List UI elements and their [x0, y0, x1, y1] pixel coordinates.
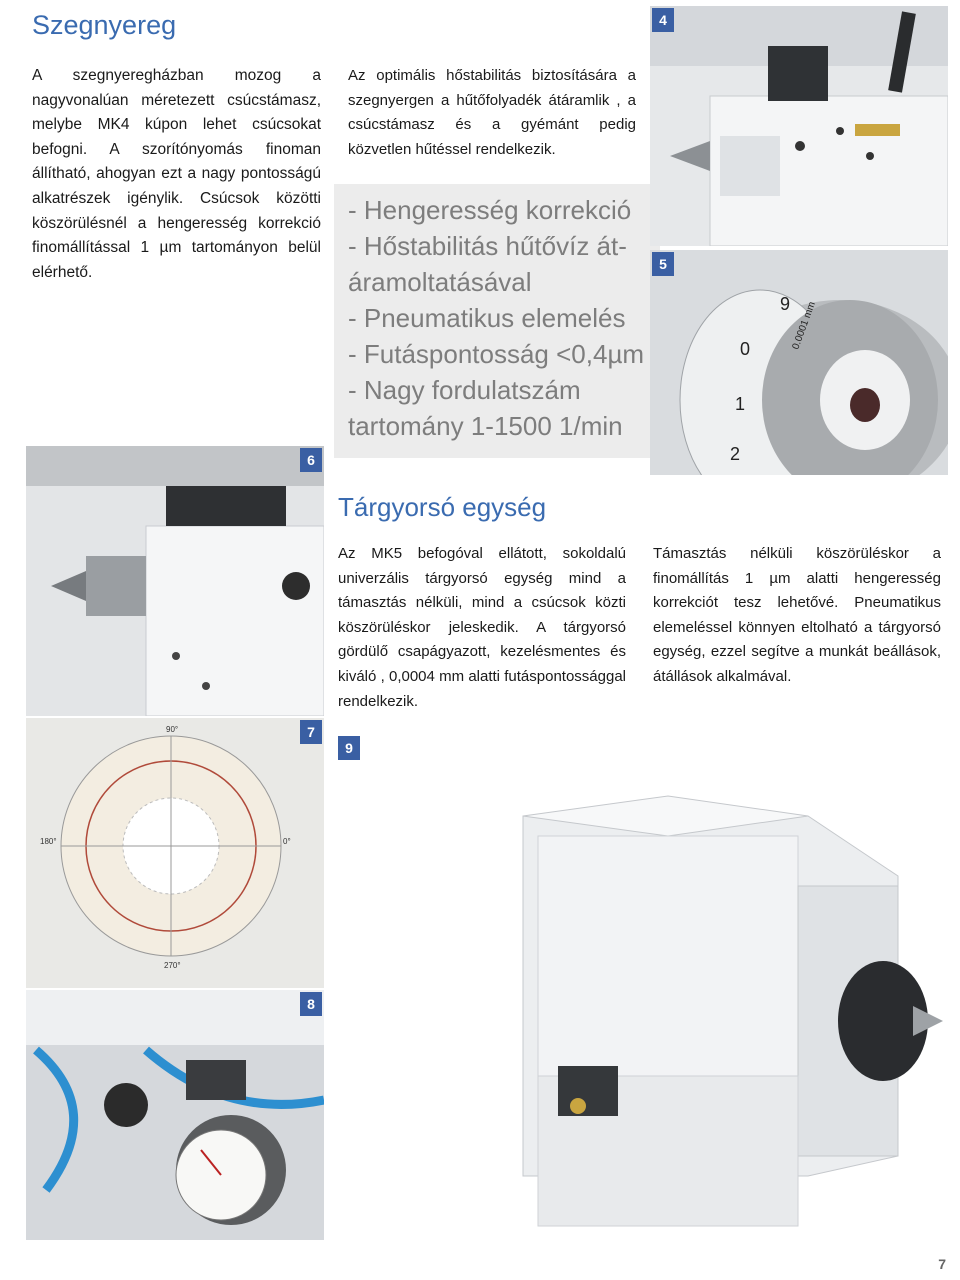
photo-dial [650, 250, 948, 475]
paragraph: Támasztás nélküli köszörüléskor a finomállítás 1 µm alatti hengeresség korrekciót tesz lehetővé. Pneumatikus elemeléssel könnyen eltolható a tárgyorsó egység, ezzel segítve a munkát beállások, átállások alkalmával. [653, 545, 941, 685]
paragraph: A szegnyeregházban mozog a nagyvonalúan méretezett csúcstámasz, melybe MK4 kúpon lehet csúcsokat befogni. A szorítónyomás finoman állítható, ahogyan ezt a nagy pontosságú alkatrészek igénylik. Csúcsok közötti köszörülésnél a hengeresség korrekció finomállítással 1 µm tartományon belül elérhető. [32, 67, 321, 281]
photo-badge: 9 [338, 736, 360, 760]
section-title-tailstock: Szegnyereg [32, 10, 177, 40]
photo-tailstock-side [26, 446, 324, 716]
dial-mark: 9 [780, 294, 791, 314]
photo-badge: 5 [652, 252, 674, 276]
polar-plot-illustration [26, 718, 324, 988]
tailstock-side-illustration [26, 446, 324, 716]
tailstock-text-left [32, 64, 321, 285]
pneumatic-illustration [26, 990, 324, 1240]
dial-unit: 0.0001 mm [790, 300, 818, 352]
dial-mark: 1 [735, 394, 746, 414]
feature-line: - Hengeresség korrekció [348, 195, 632, 225]
feature-line: - Futáspontosság <0,4µm [348, 339, 645, 369]
photo-polar-plot [26, 718, 324, 988]
workhead-text-left [338, 542, 626, 714]
feature-list [334, 184, 660, 458]
feature-line: - Hőstabilitás hűtővíz át- [348, 231, 627, 261]
page-number: 7 [938, 1256, 946, 1272]
photo-badge: 4 [652, 8, 674, 32]
angle-label: 90° [166, 725, 179, 734]
angle-label: 270° [164, 961, 181, 970]
dial-illustration [650, 250, 948, 475]
tailstock-illustration [650, 6, 948, 246]
feature-line: áramoltatásával [348, 267, 532, 297]
feature-line: - Pneumatikus elemelés [348, 303, 626, 333]
section-title-workhead: Tárgyorsó egység [338, 492, 547, 522]
photo-badge: 8 [300, 992, 322, 1016]
photo-workhead [338, 736, 948, 1246]
paragraph: Az MK5 befogóval ellátott, sokoldalú univerzális tárgyorsó egység mind a támasztás nélküli, mind a csúcsok közti köszörüléskor jeleskedik. A tárgyorsó gördülő csapágyazott, kezelésmentes és kiváló , 0,0004 mm alatti futáspontossággal rendelkezik. [338, 545, 626, 710]
paragraph: Az optimális hőstabilitás biztosítására a szegnyergen a hűtőfolyadék átáramlik , a csúcstámasz és a gyémánt pedig közvetlen hűtéssel rendelkezik. [348, 67, 636, 158]
angle-label: 180° [40, 837, 57, 846]
angle-label: 0° [283, 837, 291, 846]
dial-mark: 0 [740, 339, 751, 359]
feature-line: tartomány 1-1500 1/min [348, 411, 623, 441]
tailstock-text-right [348, 64, 636, 162]
photo-badge: 7 [300, 720, 322, 744]
dial-mark: 2 [730, 444, 741, 464]
feature-line: - Nagy fordulatszám [348, 375, 581, 405]
photo-tailstock [650, 6, 948, 246]
photo-badge: 6 [300, 448, 322, 472]
photo-pneumatic [26, 990, 324, 1240]
workhead-text-right [653, 542, 941, 690]
workhead-illustration [338, 736, 948, 1246]
